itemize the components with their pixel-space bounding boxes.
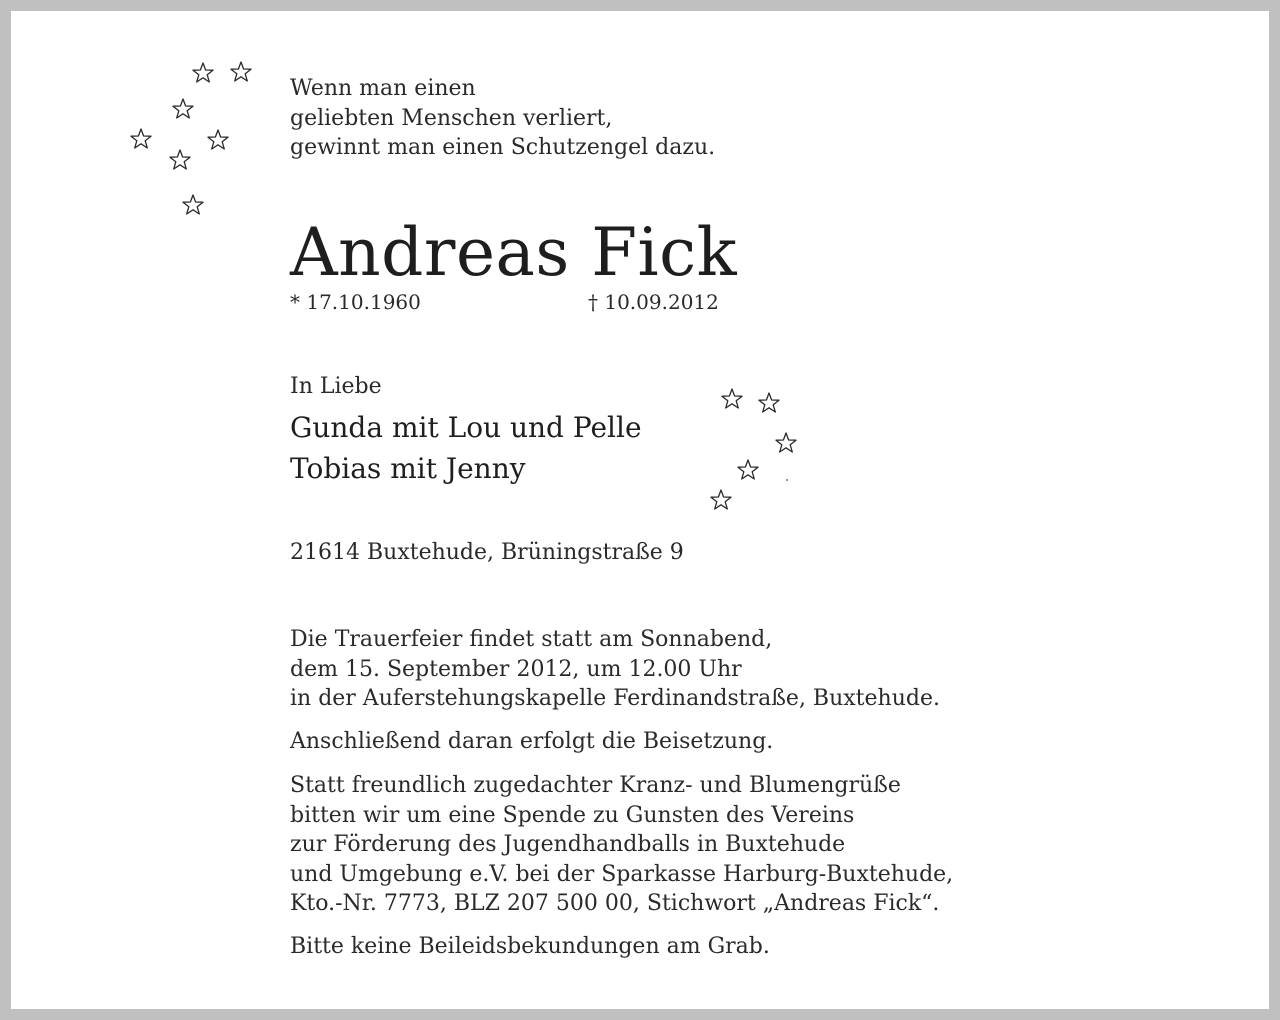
ceremony-info (290, 625, 940, 714)
birth-date: * 17.10.1960 (290, 290, 421, 314)
donation-line: bitten wir um eine Spende zu Gunsten des Vereins (290, 802, 855, 828)
quote (290, 74, 715, 163)
star-icon (736, 458, 760, 482)
star-icon (720, 387, 744, 411)
death-date: † 10.09.2012 (588, 290, 719, 314)
ceremony-line: Die Trauerfeier findet statt am Sonnabend, (290, 627, 773, 652)
burial-info (290, 727, 773, 757)
star-icon (709, 488, 733, 512)
star-icon (168, 148, 192, 172)
family-address: 21614 Buxtehude, Brüningstraße 9 (290, 540, 684, 565)
star-icon (206, 128, 230, 152)
ceremony-line: in der Auferstehungskapelle Ferdinandstraße, Buxtehude. (290, 686, 940, 711)
star-icon (229, 60, 253, 84)
donation-info (290, 771, 953, 919)
donation-line: und Umgebung e.V. bei der Sparkasse Harburg-Buxtehude, (290, 861, 954, 887)
star-icon (129, 127, 153, 151)
quote-line: geliebten Menschen verliert, (290, 105, 613, 131)
closing-note (290, 932, 770, 962)
donation-line: Kto.-Nr. 7773, BLZ 207 500 00, Stichwort „Andreas Fick“. (290, 891, 940, 916)
star-icon (191, 61, 215, 85)
decor-dot (786, 479, 788, 481)
star-icon (757, 391, 781, 415)
burial-line: Anschließend daran erfolgt die Beisetzung. (290, 729, 774, 754)
star-icon (171, 97, 195, 121)
mourners-list (290, 407, 642, 489)
closing-line: Bitte keine Beileidsbekundungen am Grab. (290, 934, 770, 959)
mourners-label: In Liebe (290, 374, 382, 399)
star-icon (774, 431, 798, 455)
star-icon (181, 193, 205, 217)
quote-line: Wenn man einen (290, 76, 476, 101)
ceremony-line: dem 15. September 2012, um 12.00 Uhr (290, 656, 742, 682)
mourner-line: Gunda mit Lou und Pelle (290, 411, 642, 444)
mourner-line: Tobias mit Jenny (290, 452, 526, 485)
deceased-name: Andreas Fick (290, 214, 738, 291)
donation-line: zur Förderung des Jugendhandballs in Buxtehude (290, 832, 846, 857)
donation-line: Statt freundlich zugedachter Kranz- und Blumengrüße (290, 773, 901, 798)
quote-line: gewinnt man einen Schutzengel dazu. (290, 135, 716, 160)
